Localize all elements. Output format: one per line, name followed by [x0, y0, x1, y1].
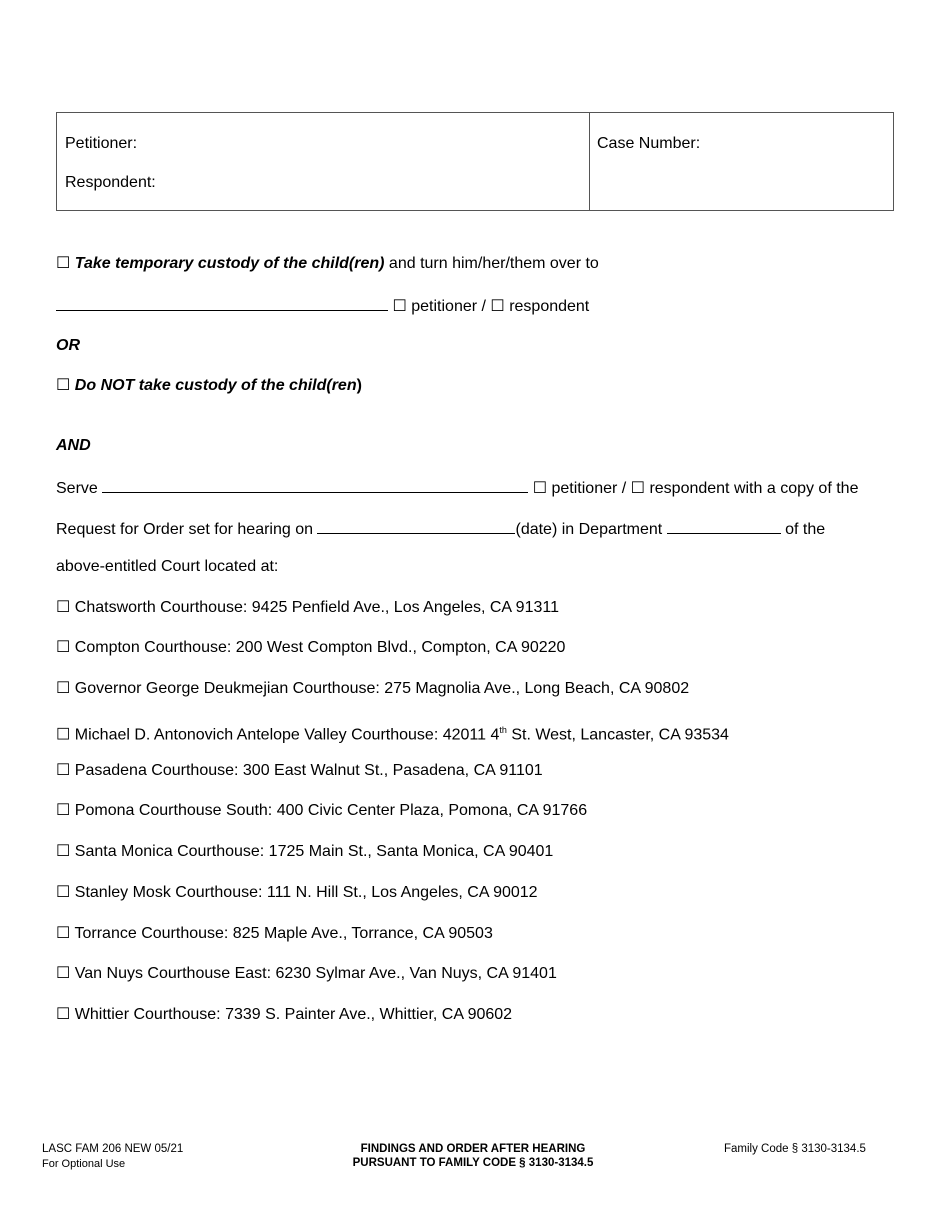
antelope-prefix: ☐ Michael D. Antonovich Antelope Valley Courthouse: 42011 4 [56, 726, 500, 744]
rfo-prefix: Request for Order set for hearing on [56, 521, 314, 538]
form-id: LASC FAM 206 NEW 05/21 [42, 1143, 184, 1155]
no-custody-bold: Do NOT take custody of the child(ren [74, 377, 357, 394]
courthouse-option[interactable]: ☐ Whittier Courthouse: 7339 S. Painter Ave., Whittier, CA 90602 [56, 1006, 513, 1023]
optional-use: For Optional Use [42, 1158, 126, 1170]
courthouse-option-antelope-valley[interactable] [56, 720, 729, 745]
no-custody-line [56, 376, 362, 396]
family-code-ref: Family Code § 3130-3134.5 [724, 1143, 866, 1155]
courthouse-option[interactable]: ☐ Compton Courthouse: 200 West Compton Blvd., Compton, CA 90220 [56, 639, 566, 656]
serve-party-options[interactable]: ☐ petitioner / ☐ respondent with a copy of the [532, 480, 859, 497]
caption-divider [589, 113, 590, 210]
no-custody-paren: ) [356, 377, 362, 394]
caption-box [56, 112, 894, 211]
hearing-date-field[interactable] [317, 518, 515, 534]
courthouse-option[interactable]: ☐ Governor George Deukmejian Courthouse: 275 Magnolia Ave., Long Beach, CA 90802 [56, 680, 690, 697]
take-custody-line [56, 254, 599, 274]
serve-name-field[interactable] [102, 477, 528, 493]
courthouse-option[interactable]: ☐ Stanley Mosk Courthouse: 111 N. Hill St., Los Angeles, CA 90012 [56, 884, 538, 901]
case-number-label: Case Number: [597, 135, 701, 152]
located-at-label: above-entitled Court located at: [56, 558, 279, 575]
turn-over-line [56, 295, 589, 317]
courthouse-option[interactable]: ☐ Pomona Courthouse South: 400 Civic Center Plaza, Pomona, CA 91766 [56, 802, 588, 819]
turn-over-party-options[interactable]: ☐ petitioner / ☐ respondent [392, 298, 590, 315]
courthouse-option[interactable]: ☐ Torrance Courthouse: 825 Maple Ave., Torrance, CA 90503 [56, 925, 493, 942]
or-label: OR [56, 337, 80, 354]
footer-title-line1: FINDINGS AND ORDER AFTER HEARING [360, 1143, 586, 1155]
courthouse-option[interactable]: ☐ Van Nuys Courthouse East: 6230 Sylmar Ave., Van Nuys, CA 91401 [56, 965, 557, 982]
take-custody-rest: and turn him/her/them over to [384, 255, 599, 272]
take-custody-checkbox[interactable]: ☐ [56, 255, 71, 272]
date-label: (date) in Department [515, 521, 663, 538]
respondent-label: Respondent: [65, 174, 156, 191]
antelope-sup: th [499, 725, 507, 735]
no-custody-checkbox[interactable]: ☐ [56, 377, 71, 394]
rfo-line [56, 518, 825, 540]
courthouse-option[interactable]: ☐ Chatsworth Courthouse: 9425 Penfield Ave., Los Angeles, CA 91311 [56, 599, 559, 616]
antelope-suffix: St. West, Lancaster, CA 93534 [506, 726, 729, 744]
and-label: AND [56, 437, 91, 454]
courthouse-option[interactable]: ☐ Santa Monica Courthouse: 1725 Main St., Santa Monica, CA 90401 [56, 843, 554, 860]
serve-label: Serve [56, 480, 98, 497]
courthouse-option[interactable]: ☐ Pasadena Courthouse: 300 East Walnut St., Pasadena, CA 91101 [56, 762, 543, 779]
serve-line [56, 477, 858, 499]
footer-title-line2: PURSUANT TO FAMILY CODE § 3130-3134.5 [352, 1157, 594, 1169]
turn-over-name-field[interactable] [56, 295, 388, 311]
of-the-label: of the [785, 521, 826, 538]
take-custody-bold: Take temporary custody of the child(ren) [74, 255, 385, 272]
department-field[interactable] [667, 518, 781, 534]
petitioner-label: Petitioner: [65, 135, 138, 152]
